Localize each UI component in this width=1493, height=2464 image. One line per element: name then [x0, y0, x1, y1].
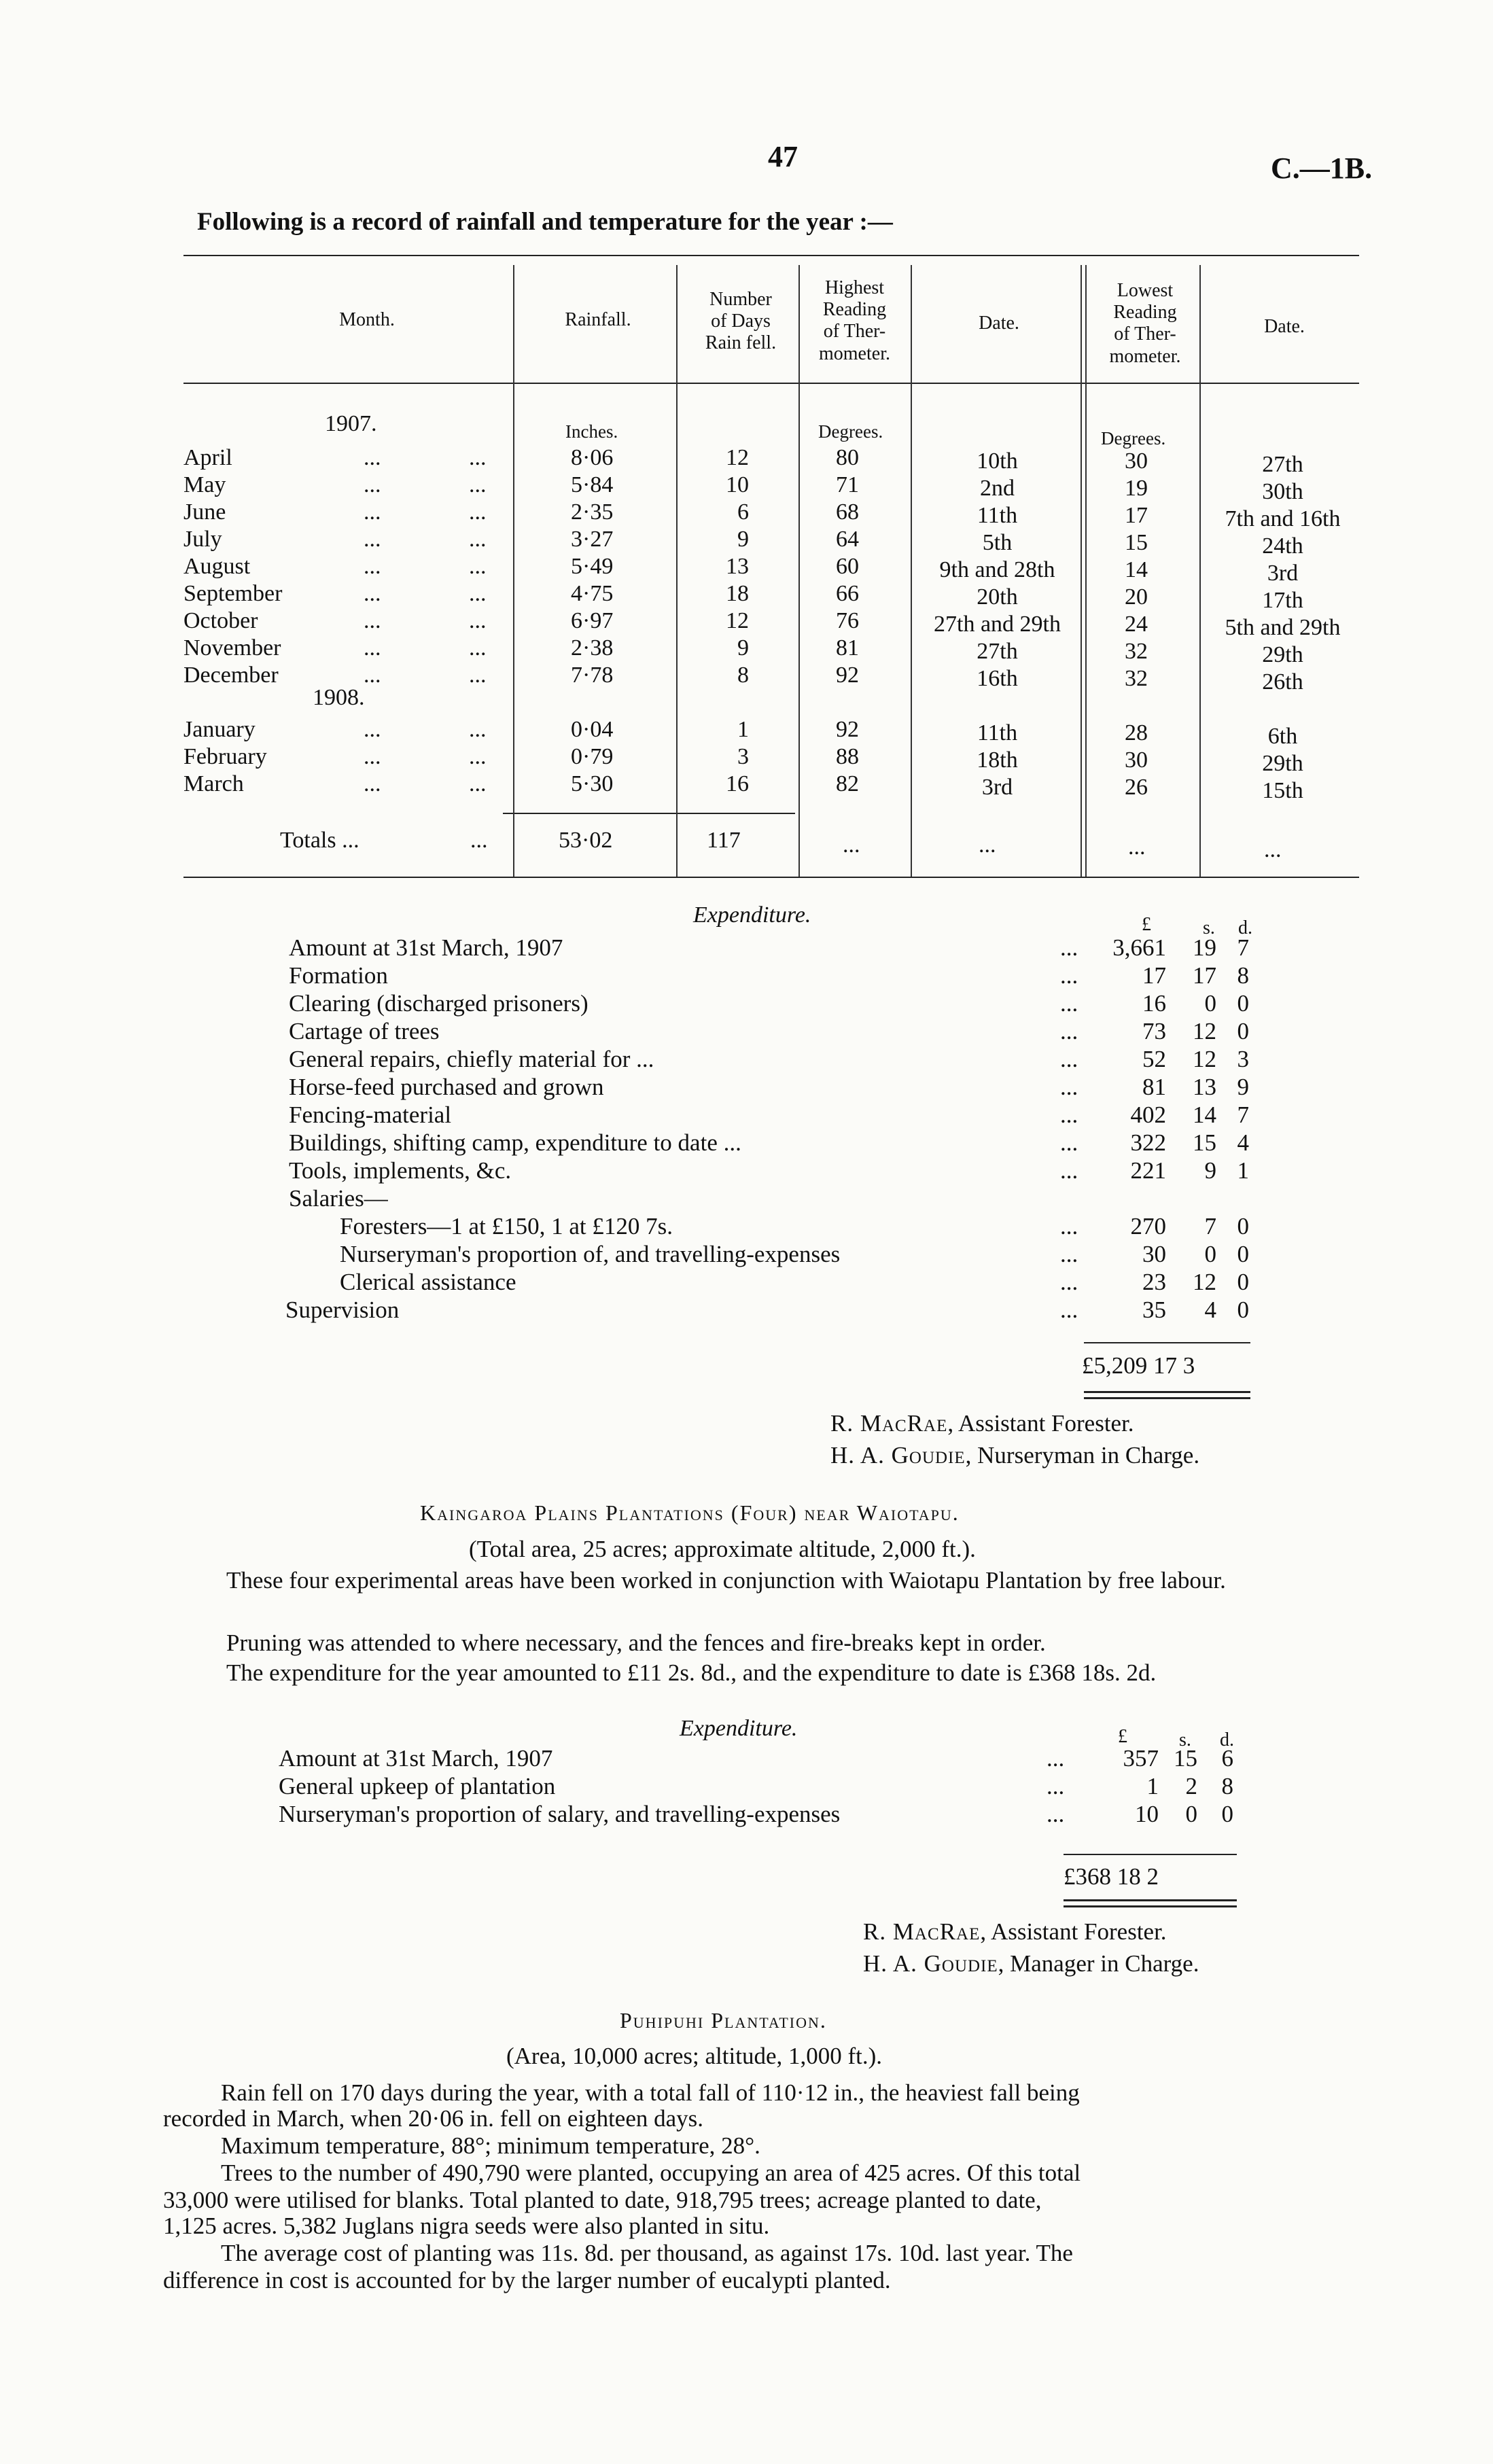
leader-dots: ... — [364, 554, 381, 579]
expenditure-label: Clearing (discharged prisoners) — [289, 990, 589, 1017]
expenditure-label: Amount at 31st March, 1907 — [289, 934, 563, 961]
rain-days-value: 12 — [726, 608, 749, 633]
low-date-value: 15th — [1262, 778, 1303, 803]
leader-dots: ... — [1047, 1801, 1065, 1827]
puhipuhi-subtitle: (Area, 10,000 acres; altitude, 1,000 ft.). — [506, 2043, 883, 2069]
puhipuhi-line: difference in cost is accounted for by the larger number of eucalypti planted. — [163, 2267, 891, 2293]
header-highest-line: of Ther- — [823, 321, 886, 342]
low-date-value: 26th — [1262, 669, 1303, 694]
leader-dots: ... — [1060, 962, 1078, 989]
intro-text: Following is a record of rainfall and temperature for the year :— — [197, 208, 893, 236]
totals-rainfall: 53·02 — [559, 828, 613, 853]
pounds-value: 30 — [1142, 1241, 1166, 1267]
pounds-value: 52 — [1142, 1046, 1166, 1072]
total-rule — [1064, 1905, 1237, 1907]
expenditure-label: General upkeep of plantation — [279, 1773, 556, 1799]
pounds-value: 402 — [1130, 1102, 1166, 1128]
header-date-high: Date. — [979, 313, 1019, 334]
rainfall-value: 0·04 — [571, 717, 614, 742]
pounds-value: 270 — [1130, 1213, 1166, 1239]
high-date-value: 9th and 28th — [939, 557, 1055, 582]
rain-days-value: 6 — [737, 499, 749, 525]
report-reference: C.—1B. — [1271, 152, 1373, 185]
pence-value: 7 — [1237, 934, 1249, 961]
signatory-name: H. A. Goudie — [830, 1442, 966, 1468]
shillings-value: 0 — [1204, 990, 1216, 1017]
puhipuhi-line: Trees to the number of 490,790 were planted, occupying an area of 425 acres. Of this total — [221, 2160, 1081, 2186]
low-reading-value: 24 — [1125, 612, 1148, 637]
month-name: April — [183, 445, 232, 470]
low-reading-value: 14 — [1125, 557, 1148, 582]
leader-dots: ... — [469, 527, 487, 552]
low-reading-value: 19 — [1125, 476, 1148, 501]
header-days-line: Number — [709, 289, 772, 310]
pounds-value: 1 — [1146, 1773, 1159, 1799]
totals-high-date: ... — [979, 832, 996, 858]
leader-dots: ... — [364, 608, 381, 633]
high-reading-value: 71 — [836, 472, 859, 497]
leader-dots: ... — [1060, 1074, 1078, 1100]
leader-dots: ... — [469, 581, 487, 606]
pence-header: d. — [1220, 1729, 1234, 1750]
shillings-value: 0 — [1185, 1801, 1197, 1827]
totals-rule — [503, 813, 795, 814]
shillings-value: 7 — [1204, 1213, 1216, 1239]
month-name: March — [183, 771, 244, 796]
unit-rainfall: Inches. — [565, 421, 618, 442]
rain-days-value: 9 — [737, 635, 749, 661]
rain-days-value: 1 — [737, 717, 749, 742]
totals-low-date: ... — [1264, 837, 1282, 862]
leader-dots: ... — [469, 608, 487, 633]
pounds-value: 73 — [1142, 1018, 1166, 1044]
high-reading-value: 88 — [836, 744, 859, 769]
rainfall-value: 8·06 — [571, 445, 614, 470]
leader-dots: ... — [1047, 1745, 1065, 1772]
signature-line — [863, 1950, 1199, 1977]
low-date-value: 30th — [1262, 479, 1303, 504]
pounds-header: £ — [1118, 1726, 1127, 1747]
leader-dots: ... — [1060, 1157, 1078, 1184]
leader-dots: ... — [364, 771, 381, 796]
expenditure-label: Nurseryman's proportion of, and travelling-expenses — [340, 1241, 841, 1267]
page-number: 47 — [768, 140, 798, 173]
rain-days-value: 3 — [737, 744, 749, 769]
puhipuhi-line: 1,125 acres. 5,382 Juglans nigra seeds were also planted in situ. — [163, 2213, 770, 2239]
shillings-value: 13 — [1193, 1074, 1216, 1100]
header-highest — [802, 277, 907, 365]
leader-dots: ... — [364, 581, 381, 606]
month-name: August — [183, 554, 251, 579]
pence-value: 8 — [1237, 962, 1249, 989]
month-name: June — [183, 499, 226, 525]
subtotal-rule — [1084, 1342, 1250, 1343]
month-name: July — [183, 527, 222, 552]
rain-days-value: 10 — [726, 472, 749, 497]
col-divider — [911, 265, 912, 877]
low-reading-value: 32 — [1125, 666, 1148, 691]
shillings-value: 12 — [1193, 1046, 1216, 1072]
pence-value: 0 — [1237, 1213, 1249, 1239]
month-name: November — [183, 635, 281, 661]
shillings-value: 12 — [1193, 1018, 1216, 1044]
header-days-line: Rain fell. — [705, 332, 777, 354]
header-days — [683, 289, 798, 355]
leader-dots: ... — [1060, 934, 1078, 961]
pounds-header: £ — [1142, 914, 1151, 935]
expenditure-label: Amount at 31st March, 1907 — [279, 1745, 553, 1772]
month-name: February — [183, 744, 267, 769]
rain-days-value: 16 — [726, 771, 749, 796]
leader-dots: ... — [469, 663, 487, 688]
rain-days-value: 18 — [726, 581, 749, 606]
col-divider — [1081, 265, 1082, 877]
leader-dots: ... — [469, 554, 487, 579]
leader-dots: ... — [469, 771, 487, 796]
low-reading-value: 30 — [1125, 448, 1148, 474]
high-date-value: 11th — [977, 720, 1018, 745]
month-name: December — [183, 663, 279, 688]
signatory-name: R. MacRae — [830, 1410, 948, 1437]
low-reading-value: 17 — [1125, 503, 1148, 528]
unit-high: Degrees. — [818, 421, 883, 442]
high-date-value: 5th — [982, 530, 1013, 555]
leader-dots: ... — [1060, 1046, 1078, 1072]
high-date-value: 10th — [977, 448, 1018, 474]
signatory-role: , Assistant Forester. — [947, 1410, 1134, 1437]
leader-dots: ... — [469, 445, 487, 470]
pounds-value: 221 — [1130, 1157, 1166, 1184]
leader-dots: ... — [364, 635, 381, 661]
high-reading-value: 68 — [836, 499, 859, 525]
leader-dots: ... — [1060, 1213, 1078, 1239]
high-reading-value: 82 — [836, 771, 859, 796]
leader-dots: ... — [1060, 1018, 1078, 1044]
pence-value: 7 — [1237, 1102, 1249, 1128]
pounds-value: 3,661 — [1112, 934, 1166, 961]
table-top-rule — [183, 255, 1359, 256]
expenditure-label: Buildings, shifting camp, expenditure to date ... — [289, 1129, 741, 1156]
high-reading-value: 81 — [836, 635, 859, 661]
shillings-value: 14 — [1193, 1102, 1216, 1128]
totals-label: Totals ... — [280, 828, 359, 853]
shillings-value: 0 — [1204, 1241, 1216, 1267]
year-label: 1908. — [313, 685, 365, 710]
high-reading-value: 80 — [836, 445, 859, 470]
header-highest-line: mometer. — [819, 342, 890, 364]
unit-low: Degrees. — [1101, 428, 1166, 448]
year-label: 1907. — [325, 411, 377, 436]
leader-dots: ... — [364, 472, 381, 497]
kaingaroa-subtitle: (Total area, 25 acres; approximate altitude, 2,000 ft.). — [469, 1536, 976, 1562]
pounds-value: 17 — [1142, 962, 1166, 989]
leader-dots: ... — [469, 499, 487, 525]
high-reading-value: 64 — [836, 527, 859, 552]
pence-value: 6 — [1221, 1745, 1233, 1772]
low-date-value: 29th — [1262, 751, 1303, 776]
col-divider — [513, 265, 514, 877]
totals-high: ... — [843, 832, 860, 858]
rain-days-value: 13 — [726, 554, 749, 579]
leader-dots: ... — [469, 717, 487, 742]
high-reading-value: 60 — [836, 554, 859, 579]
rainfall-value: 0·79 — [571, 744, 614, 769]
leader-dots: ... — [1060, 1297, 1078, 1323]
high-date-value: 18th — [977, 747, 1018, 773]
col-divider — [676, 265, 678, 877]
shillings-header: s. — [1203, 917, 1215, 938]
pounds-value: 16 — [1142, 990, 1166, 1017]
month-name: May — [183, 472, 226, 497]
shillings-header: s. — [1179, 1729, 1191, 1750]
shillings-value: 12 — [1193, 1269, 1216, 1295]
table-header-rule — [183, 383, 1359, 384]
expenditure-label: Tools, implements, &c. — [289, 1157, 512, 1184]
rainfall-value: 2·35 — [571, 499, 614, 525]
rain-days-value: 12 — [726, 445, 749, 470]
expenditure-label: Fencing-material — [289, 1102, 452, 1128]
rainfall-value: 5·30 — [571, 771, 614, 796]
leader-dots: ... — [1060, 1129, 1078, 1156]
high-date-value: 2nd — [980, 476, 1015, 501]
rainfall-value: 5·49 — [571, 554, 614, 579]
leader-dots: ... — [1060, 1102, 1078, 1128]
pence-value: 0 — [1237, 1297, 1249, 1323]
leader-dots: ... — [364, 527, 381, 552]
low-date-value: 7th and 16th — [1225, 506, 1341, 531]
month-name: January — [183, 717, 256, 742]
low-reading-value: 32 — [1125, 639, 1148, 664]
pence-header: d. — [1238, 917, 1252, 938]
kaingaroa-paragraph: Pruning was attended to where necessary, and the fences and fire-breaks kept in order. — [226, 1630, 1046, 1656]
shillings-value: 9 — [1204, 1157, 1216, 1184]
pounds-value: 322 — [1130, 1129, 1166, 1156]
leader-dots: ... — [364, 445, 381, 470]
header-lowest — [1091, 280, 1199, 368]
kaingaroa-paragraph: These four experimental areas have been worked in conjunction with Waiotapu Plantation by free labour. — [226, 1567, 1226, 1594]
low-date-value: 27th — [1262, 452, 1303, 477]
pence-value: 0 — [1237, 1241, 1249, 1267]
pence-value: 4 — [1237, 1129, 1249, 1156]
high-reading-value: 76 — [836, 608, 859, 633]
header-lowest-line: mometer. — [1109, 345, 1181, 367]
low-reading-value: 30 — [1125, 747, 1148, 773]
shillings-value: 15 — [1193, 1129, 1216, 1156]
high-reading-value: 66 — [836, 581, 859, 606]
pence-value: 0 — [1237, 1269, 1249, 1295]
low-reading-value: 26 — [1125, 775, 1148, 800]
rainfall-value: 6·97 — [571, 608, 614, 633]
pence-value: 8 — [1221, 1773, 1233, 1799]
col-divider — [798, 265, 800, 877]
header-highest-line: Reading — [822, 299, 887, 321]
pounds-value: 357 — [1123, 1745, 1159, 1772]
month-name: September — [183, 581, 283, 606]
low-reading-value: 28 — [1125, 720, 1148, 745]
salaries-label: Salaries— — [289, 1185, 388, 1212]
pence-value: 0 — [1237, 1018, 1249, 1044]
header-lowest-line: of Ther- — [1114, 323, 1176, 345]
kaingaroa-paragraph: The expenditure for the year amounted to £11 2s. 8d., and the expenditure to date is £368 18s. 2d. — [226, 1659, 1157, 1686]
total-rule — [1084, 1391, 1250, 1393]
low-date-value: 24th — [1262, 533, 1303, 559]
header-month: Month. — [339, 309, 395, 330]
totals-low: ... — [1128, 834, 1146, 860]
month-name: October — [183, 608, 258, 633]
rainfall-value: 7·78 — [571, 663, 614, 688]
signatory-name: H. A. Goudie — [863, 1950, 998, 1977]
header-date-low: Date. — [1264, 316, 1305, 337]
high-date-value: 27th — [977, 639, 1018, 664]
header-highest-line: Highest — [824, 277, 885, 298]
expenditure-label: Horse-feed purchased and grown — [289, 1074, 604, 1100]
kaingaroa-expenditure-title: Expenditure. — [680, 1716, 798, 1741]
expenditure-label: Nurseryman's proportion of salary, and travelling-expenses — [279, 1801, 841, 1827]
totals-days: 117 — [707, 828, 741, 853]
pence-value: 1 — [1237, 1157, 1249, 1184]
rain-days-value: 8 — [737, 663, 749, 688]
puhipuhi-line: Maximum temperature, 88°; minimum temperature, 28°. — [221, 2132, 760, 2159]
leader-dots: ... — [364, 663, 381, 688]
shillings-value: 2 — [1185, 1773, 1197, 1799]
header-days-line: of Days — [711, 311, 771, 332]
col-divider — [1199, 265, 1201, 877]
signatory-name: R. MacRae — [863, 1918, 981, 1945]
header-lowest-line: Reading — [1113, 302, 1177, 323]
puhipuhi-line: Rain fell on 170 days during the year, with a total fall of 110·12 in., the heaviest fall being — [221, 2079, 1080, 2106]
totals-dots: ... — [470, 828, 488, 853]
rain-days-value: 9 — [737, 527, 749, 552]
total-rule — [1064, 1899, 1237, 1901]
signature-line — [863, 1918, 1167, 1946]
pence-value: 3 — [1237, 1046, 1249, 1072]
low-reading-value: 20 — [1125, 584, 1148, 610]
low-date-value: 3rd — [1267, 561, 1299, 586]
leader-dots: ... — [1047, 1773, 1065, 1799]
leader-dots: ... — [1060, 1269, 1078, 1295]
high-date-value: 27th and 29th — [934, 612, 1061, 637]
rainfall-value: 3·27 — [571, 527, 614, 552]
low-reading-value: 15 — [1125, 530, 1148, 555]
kaingaroa-title: Kaingaroa Plains Plantations (Four) near Waiotapu. — [420, 1500, 960, 1525]
rainfall-value: 4·75 — [571, 581, 614, 606]
puhipuhi-title: Puhipuhi Plantation. — [620, 2008, 827, 2032]
pounds-value: 35 — [1142, 1297, 1166, 1323]
col-divider — [1085, 265, 1087, 877]
pounds-value: 10 — [1135, 1801, 1159, 1827]
header-rainfall: Rainfall. — [565, 309, 631, 330]
leader-dots: ... — [469, 472, 487, 497]
signature-line — [830, 1442, 1199, 1469]
leader-dots: ... — [1060, 990, 1078, 1017]
shillings-value: 17 — [1193, 962, 1216, 989]
high-date-value: 3rd — [981, 775, 1013, 800]
high-reading-value: 92 — [836, 663, 859, 688]
high-reading-value: 92 — [836, 717, 859, 742]
expenditure-label: Supervision — [285, 1297, 400, 1323]
high-date-value: 11th — [977, 503, 1018, 528]
low-date-value: 6th — [1267, 724, 1298, 749]
shillings-value: 4 — [1204, 1297, 1216, 1323]
low-date-value: 29th — [1262, 642, 1303, 667]
puhipuhi-line: recorded in March, when 20·06 in. fell on eighteen days. — [163, 2105, 704, 2132]
puhipuhi-line: 33,000 were utilised for blanks. Total planted to date, 918,795 trees; acreage planted to date, — [163, 2187, 1042, 2213]
rainfall-value: 2·38 — [571, 635, 614, 661]
expenditure-total: £5,209 17 3 — [1082, 1352, 1195, 1379]
expenditure-label: Foresters—1 at £150, 1 at £120 7s. — [340, 1213, 673, 1239]
expenditure-label: Cartage of trees — [289, 1018, 440, 1044]
expenditure-label: Clerical assistance — [340, 1269, 516, 1295]
leader-dots: ... — [364, 744, 381, 769]
expenditure-label: General repairs, chiefly material for ... — [289, 1046, 654, 1072]
leader-dots: ... — [364, 499, 381, 525]
shillings-value: 19 — [1193, 934, 1216, 961]
pence-value: 9 — [1237, 1074, 1249, 1100]
signature-line — [830, 1410, 1134, 1437]
shillings-value: 15 — [1174, 1745, 1197, 1772]
table-bottom-rule — [183, 877, 1359, 878]
high-date-value: 20th — [977, 584, 1018, 610]
signatory-role: , Nurseryman in Charge. — [965, 1442, 1200, 1468]
pence-value: 0 — [1237, 990, 1249, 1017]
puhipuhi-line: The average cost of planting was 11s. 8d. per thousand, as against 17s. 10d. last year. The — [221, 2240, 1073, 2266]
signatory-role: , Manager in Charge. — [998, 1950, 1199, 1977]
leader-dots: ... — [364, 717, 381, 742]
signatory-role: , Assistant Forester. — [980, 1918, 1167, 1945]
pounds-value: 23 — [1142, 1269, 1166, 1295]
low-date-value: 17th — [1262, 588, 1303, 613]
expenditure-title: Expenditure. — [693, 902, 811, 928]
low-date-value: 5th and 29th — [1225, 615, 1341, 640]
header-lowest-line: Lowest — [1117, 280, 1174, 301]
high-date-value: 16th — [977, 666, 1018, 691]
pence-value: 0 — [1221, 1801, 1233, 1827]
subtotal-rule — [1064, 1854, 1237, 1855]
total-rule — [1084, 1397, 1250, 1399]
leader-dots: ... — [1060, 1241, 1078, 1267]
kaingaroa-total: £368 18 2 — [1064, 1863, 1159, 1890]
rainfall-value: 5·84 — [571, 472, 614, 497]
leader-dots: ... — [469, 635, 487, 661]
pounds-value: 81 — [1142, 1074, 1166, 1100]
leader-dots: ... — [469, 744, 487, 769]
expenditure-label: Formation — [289, 962, 388, 989]
